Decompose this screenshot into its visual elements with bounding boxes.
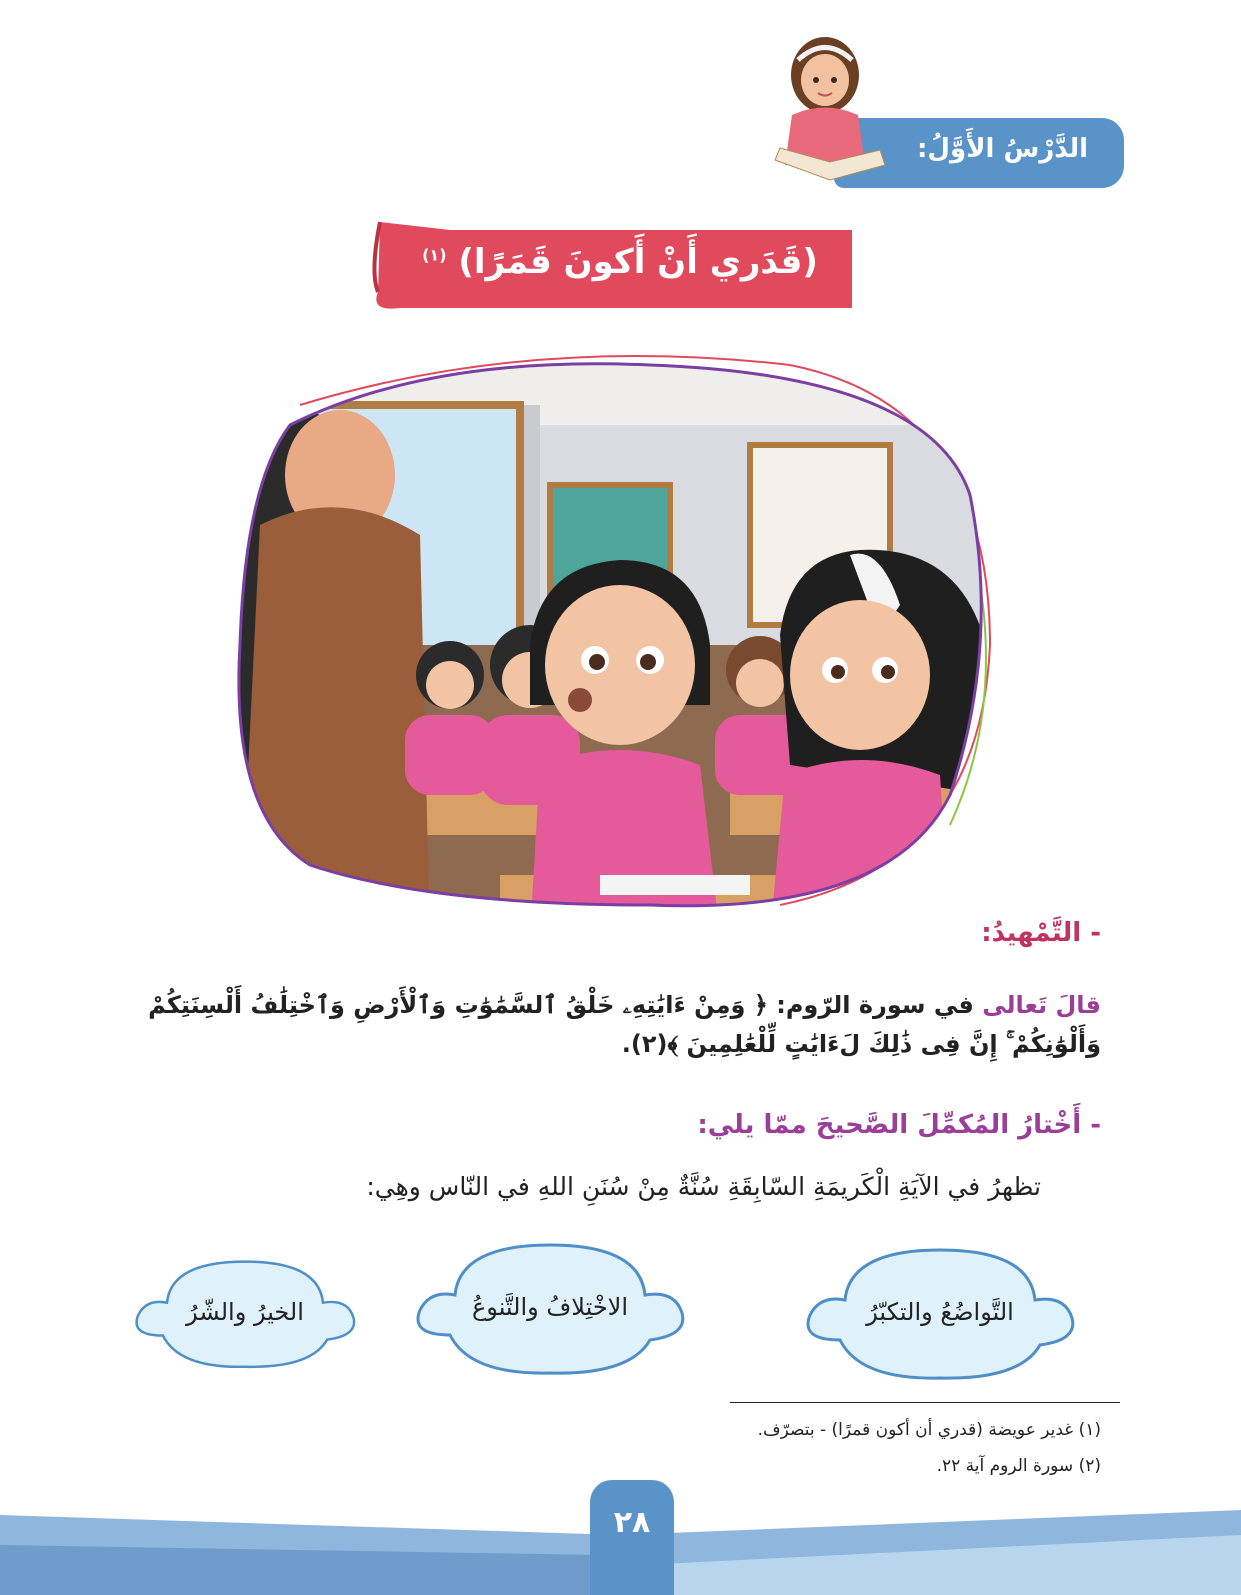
- option-label-2: الاخْتِلافُ والتَّنوعُ: [471, 1293, 629, 1321]
- option-cloud-1[interactable]: [800, 1240, 1080, 1390]
- option-label-1: التَّواضُعُ والتكبّرُ: [866, 1298, 1014, 1326]
- intro-heading: - التَّمْهيدُ:: [981, 918, 1101, 948]
- verse-line-1: [101, 985, 1101, 1025]
- option-cloud-2[interactable]: [410, 1235, 690, 1385]
- title-footnote-marker: (١): [422, 245, 447, 265]
- page-number: ٢٨: [613, 1505, 651, 1540]
- footnote-2: (٢) سورة الروم آية ٢٢.: [936, 1456, 1101, 1476]
- option-label-3: الخيرُ والشّرُ: [186, 1298, 304, 1326]
- girl-reading-illustration: [770, 30, 890, 190]
- footnote-1: (١) غدير عويضة (قدري أن أكون قمرًا) - بتصرّف.: [757, 1420, 1101, 1440]
- footnote-divider: [730, 1402, 1120, 1403]
- title-main: (قَدَري أَنْ أَكونَ قَمَرًا): [458, 242, 818, 282]
- option-cloud-3[interactable]: [130, 1240, 410, 1390]
- lesson-label: الدَّرْسُ الأَوَّلُ:: [917, 134, 1088, 164]
- verse-lead: قالَ تَعالى: [982, 991, 1101, 1019]
- lesson-title: [400, 242, 840, 282]
- verse-line-2: وَأَلْوَٰنِكُمْ ۚ إِنَّ فِى ذَٰلِكَ لَءَايَٰتٍ لِّلْعَٰلِمِينَ ﴾(٢).: [621, 1030, 1101, 1058]
- classroom-illustration: [230, 345, 1010, 935]
- exercise-statement: تظهرُ في الآيَةِ الْكَريمَةِ السّابِقَةِ سُنَّةٌ مِنْ سُنَنِ اللهِ في النّاس وهِي:: [366, 1172, 1041, 1201]
- exercise-heading: - أَخْتارُ المُكمِّلَ الصَّحيحَ ممّا يلي:: [697, 1110, 1101, 1140]
- verse-lead-rest: في سورة الرّوم: ﴿ وَمِنْ ءَايَٰتِهِۦ خَلْقُ ٱلسَّمَٰوَٰتِ وَٱلْأَرْضِ وَٱخْتِلَٰفُ أَلْسِنَتِكُمْ: [148, 991, 983, 1019]
